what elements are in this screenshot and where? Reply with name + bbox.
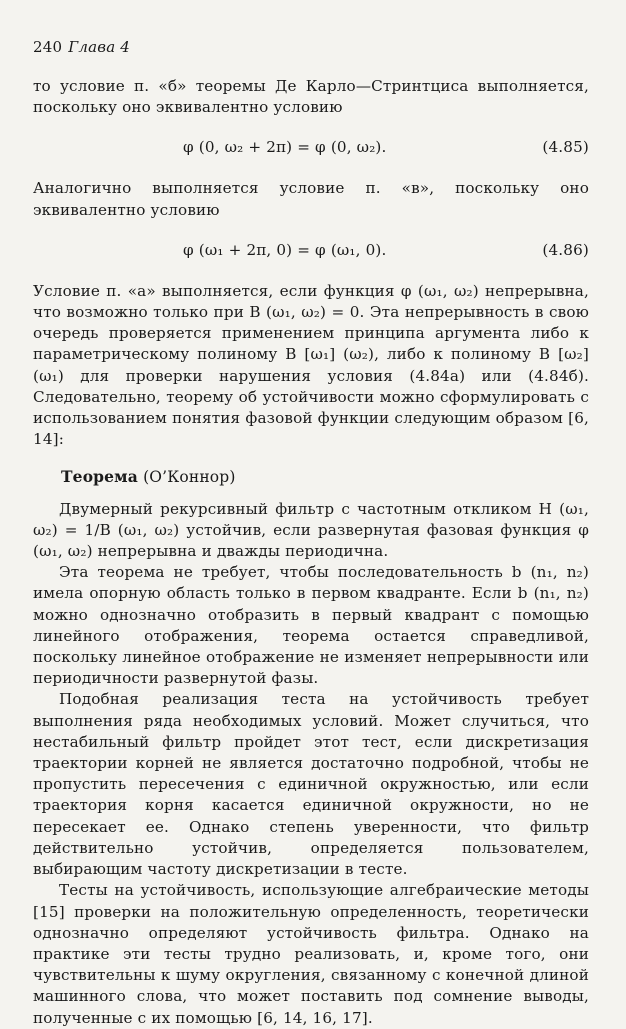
equation-formula: φ (ω₁ + 2π, 0) = φ (ω₁, 0). — [183, 240, 387, 259]
running-header — [33, 38, 130, 56]
paragraph-4: Эта теорема не требует, чтобы последовательность b (n₁, n₂) имела опорную область только в первом квадранте. Если b (n₁, n₂) можно однозначно отобразить в первый квадрант с помощью линейного отображения, теорема остается справедливой, поскольку линейное отображение не изменяет непрерывности или периодичности развернутой фазы. — [33, 563, 589, 688]
equation-4-85 — [33, 137, 589, 158]
equation-number: (4.85) — [542, 138, 589, 157]
theorem-title: Теорема — [61, 467, 138, 487]
paragraph-2: Аналогично выполняется условие п. «в», поскольку оно эквивалентно условию — [33, 179, 589, 219]
theorem-author: (О’Коннор) — [143, 468, 236, 487]
theorem-heading — [61, 466, 589, 488]
page-body — [33, 76, 589, 1029]
paragraph-3: Условие п. «а» выполняется, если функция φ (ω₁, ω₂) непрерывна, что возможно только при B (ω₁, ω₂) = 0. Эта непрерывность в свою очередь проверяется применением принципа аргумента либо к параметрическому полиному B [ω₁] (ω₂), либо к полиному B [ω₂] (ω₁) для проверки нарушения условия (4.84а) или (4.84б). Следовательно, теорему об устойчивости можно сформулировать с использованием понятия фазовой функции следующим образом [6, 14]: — [33, 281, 589, 449]
chapter-label: Глава 4 — [68, 38, 131, 56]
paragraph-1: то условие п. «б» теоремы Де Карло—Стринтциса выполняется, поскольку оно эквивалентно условию — [33, 77, 589, 117]
equation-formula: φ (0, ω₂ + 2π) = φ (0, ω₂). — [183, 138, 387, 157]
page-number: 240 — [33, 38, 63, 56]
equation-number: (4.86) — [542, 240, 589, 259]
equation-4-86 — [33, 240, 589, 261]
paragraph-5: Подобная реализация теста на устойчивость требует выполнения ряда необходимых условий. Может случиться, что нестабильный фильтр пройдет этот тест, если дискретизация траектории корней не является достаточно подробной, чтобы не пропустить пересечения с единичной окружностью, или если траектория корня касается единичной окружности, но не пересекает ее. Однако степень уверенности, что фильтр действительно устойчив, определяется пользователем, выбирающим частоту дискретизации в тесте. — [33, 690, 589, 879]
paragraph-6: Тесты на устойчивость, использующие алгебраические методы [15] проверки на положительную определенность, теоретически однозначно определяют устойчивость фильтра. Однако на практике эти тесты трудно реализовать, и, кроме того, они чувствительны к шуму округления, связанному с конечной длиной машинного слова, что может поставить под сомнение выводы, полученные с их помощью [6, 14, 16, 17]. — [33, 881, 589, 1027]
theorem-text: Двумерный рекурсивный фильтр с частотным откликом H (ω₁, ω₂) = 1/B (ω₁, ω₂) устойчив, если развернутая фазовая функция φ (ω₁, ω₂) непрерывна и дважды периодична. — [33, 499, 589, 561]
